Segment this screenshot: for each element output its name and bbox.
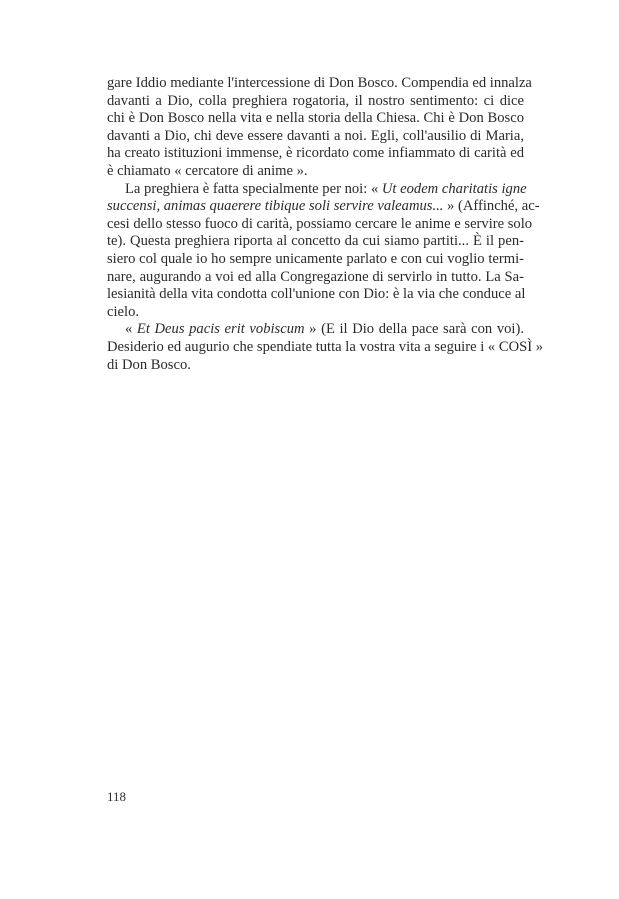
text-segment: te). Questa preghiera riporta al concetto da cui siamo partiti... È il pen- [107,233,524,250]
text-segment: chi è Don Bosco nella vita e nella storia della Chiesa. Chi è Don Bosco [107,110,524,127]
text-line [107,93,524,111]
text-line [107,110,524,128]
text-line [107,304,524,322]
text-segment: di Don Bosco. [107,356,191,373]
text-segment: cesi dello stesso fuoco di carità, possiamo cercare le anime e servire solo [107,215,533,232]
text-line [107,215,533,234]
page-number: 118 [107,789,127,804]
text-segment: nare, augurando a voi ed alla Congregazione di servirlo in tutto. La Sa- [107,268,524,285]
latin-quote: succensi, animas quaerere tibique soli servire valeamus... [107,198,444,215]
text-segment: gare Iddio mediante l'intercessione di Don Bosco. Compendia ed innalza [107,75,532,91]
text-segment: è chiamato « cercatore di anime ». [107,162,308,179]
text-segment: ha creato istituzioni immense, è ricordato come infiammato di carità ed [107,145,524,162]
latin-quote: Et Deus pacis erit vobiscum [136,321,305,338]
text-segment: » (E il Dio della pace sarà con voi). [304,321,524,338]
text-segment: davanti a Dio, colla preghiera rogatoria, il nostro sentimento: ci dice [107,92,524,109]
latin-quote: Ut eodem charitatis igne [381,180,527,197]
body-text [107,75,544,374]
text-line [107,233,524,251]
text-line [107,338,544,357]
text-line [107,163,524,181]
text-segment: La preghiera è fatta specialmente per noi: « [125,180,382,197]
text-line [107,269,524,287]
text-segment: cielo. [107,303,140,320]
text-line [107,128,524,146]
text-line [107,145,524,163]
text-line [107,286,524,304]
text-line [107,251,524,269]
text-line [107,321,524,339]
text-segment: davanti a Dio, chi deve essere davanti a noi. Egli, coll'ausilio di Maria, [107,127,524,144]
text-line [107,180,527,199]
text-segment: Desiderio ed augurio che spendiate tutta la vostra vita a seguire i « COSÌ » [107,338,544,355]
text-line [107,357,524,375]
text-segment: lesianità della vita condotta coll'unione con Dio: è la via che conduce al [107,286,526,303]
text-segment: siero col quale io ho sempre unicamente parlato e con cui voglio termi- [107,250,524,267]
text-segment: » (Affinché, ac- [443,198,540,215]
text-line [107,75,532,93]
text-line [107,198,540,216]
text-segment: « [125,321,137,338]
